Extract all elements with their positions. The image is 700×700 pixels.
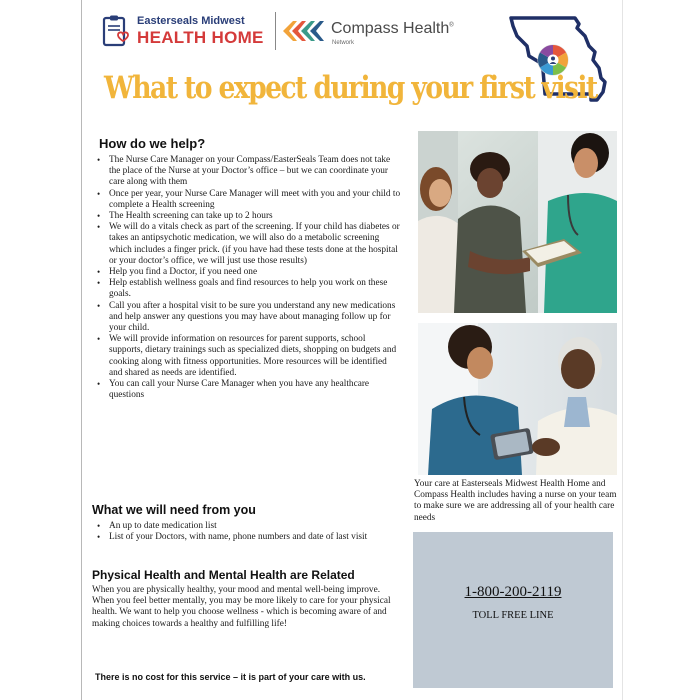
how-we-help-list bbox=[96, 155, 401, 401]
consultation-illustration bbox=[418, 131, 617, 313]
toll-free-label: TOLL FREE LINE bbox=[472, 610, 554, 621]
list-item: • You can call your Nurse Care Manager when you have any healthcare questions bbox=[96, 379, 401, 401]
list-item: • We will provide information on resources for parent supports, school supports, dietary trainings such as specialized diets, shopping on budgets and cooking along with fitness opportunities. More resources will be identified and shared as needs are identified. bbox=[96, 334, 401, 379]
list-item: • An up to date medication list bbox=[96, 521, 416, 532]
nurse-patient-photo bbox=[418, 323, 617, 475]
logo-divider bbox=[275, 12, 276, 50]
nurse-patient-illustration bbox=[418, 323, 617, 475]
page-title: What to expect during your first visit bbox=[104, 70, 597, 106]
phone-box bbox=[413, 532, 613, 688]
list-item: • Once per year, your Nurse Care Manager will meet with you and your child to complete a Health screening bbox=[96, 189, 401, 211]
consultation-photo bbox=[418, 131, 617, 313]
no-cost-note: There is no cost for this service – it is part of your care with us. bbox=[95, 672, 366, 682]
list-item: • We will do a vitals check as part of the screening. If your child has diabetes or takes an antipsychotic medication, we will also do a metabolic screening which includes a finger prick. (if you have had these tests done at the hospital or your doctor’s office, we will just use those results) bbox=[96, 222, 401, 267]
compass-health-name: Compass Health® bbox=[331, 20, 454, 37]
list-item: • The Health screening can take up to 2 hours bbox=[96, 211, 401, 222]
how-we-help-heading: How do we help? bbox=[99, 136, 206, 151]
physical-mental-body: When you are physically healthy, your mood and mental well-being improve. When you feel better mentally, you may be more likely to care for your physical health. We want to help you choose wellness - which is becoming aware of and making choices towards a healthy and fulfilling life! bbox=[92, 585, 391, 629]
list-item: • List of your Doctors, with name, phone numbers and date of last visit bbox=[96, 532, 416, 543]
list-item: • Call you after a hospital visit to be sure you understand any new medications and help answer any questions you may have about managing follow up for your child. bbox=[96, 301, 401, 335]
health-home-name: HEALTH HOME bbox=[137, 28, 264, 47]
list-item: • Help you find a Doctor, if you need one bbox=[96, 267, 401, 278]
care-description: Your care at Easterseals Midwest Health Home and Compass Health includes having a nurse on your team to make sure we are addressing all of your health care needs bbox=[414, 479, 617, 523]
clipboard-heart-icon bbox=[101, 14, 131, 48]
compass-network-label: Network bbox=[332, 40, 355, 46]
compass-health-arrows-icon bbox=[283, 18, 327, 44]
toll-free-phone-number[interactable]: 1-800-200-2119 bbox=[464, 584, 562, 600]
trademark-mark: ® bbox=[449, 22, 454, 29]
easterseals-logo bbox=[101, 13, 271, 53]
list-item: • The Nurse Care Manager on your Compass/EasterSeals Team does not take the place of the Nurse at your Doctor’s office – but we can coordinate your care along with them bbox=[96, 155, 401, 189]
compass-health-logo bbox=[283, 18, 463, 52]
list-item: • Help establish wellness goals and find resources to help you work on these goals. bbox=[96, 278, 401, 300]
what-we-need-heading: What we will need from you bbox=[92, 503, 256, 517]
what-we-need-list bbox=[96, 521, 416, 543]
easterseals-name: Easterseals Midwest bbox=[137, 15, 245, 27]
physical-mental-heading: Physical Health and Mental Health are Related bbox=[92, 568, 355, 582]
